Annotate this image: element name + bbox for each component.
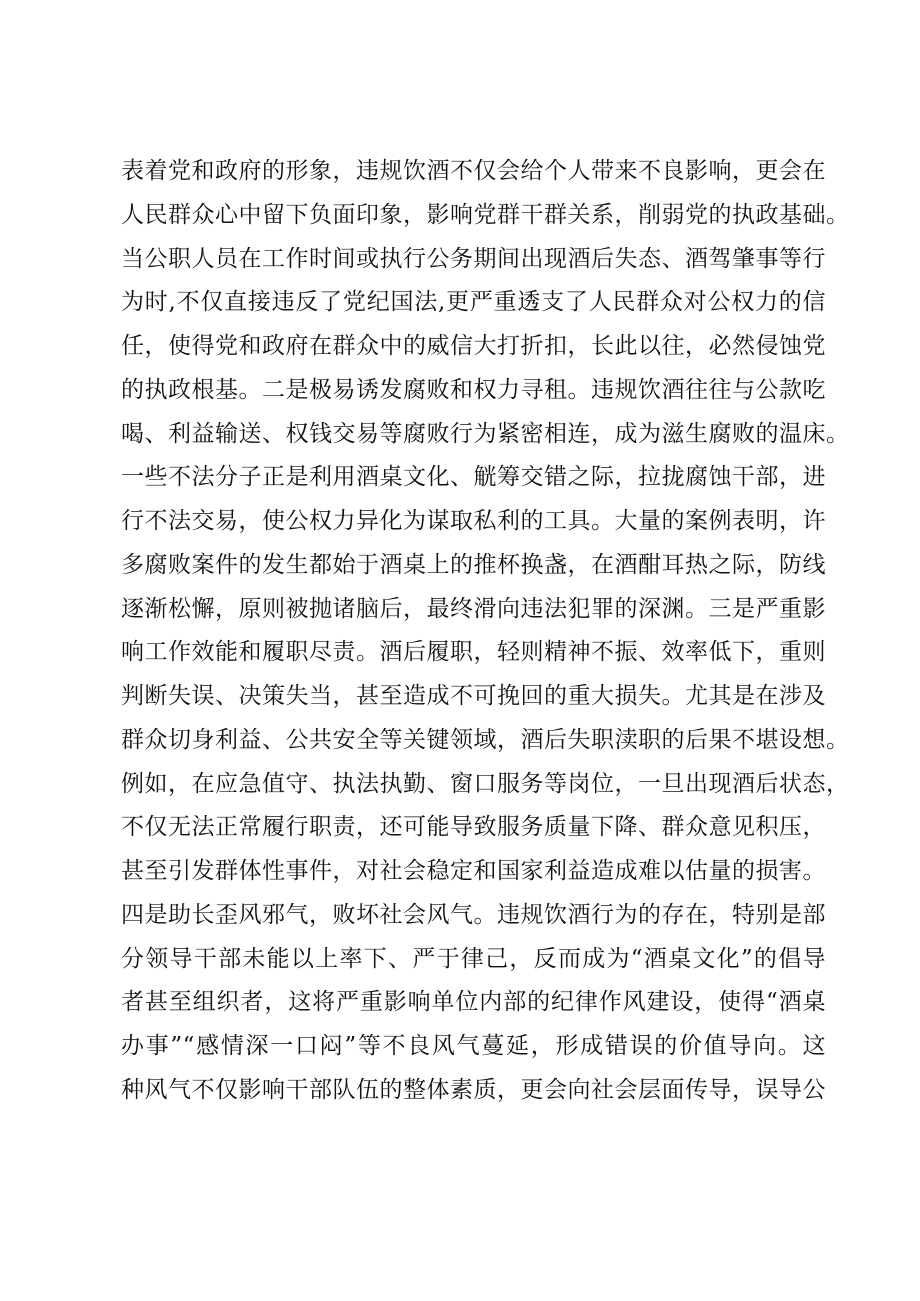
text-line: 的执政根基。二是极易诱发腐败和权力寻租。违规饮酒往往与公款吃 xyxy=(121,376,826,403)
body-text xyxy=(121,150,850,1113)
text-line: 例如，在应急值守、执法执勤、窗口服务等岗位，一旦出现酒后状态， xyxy=(121,770,850,797)
text-line: 办事”“感情深一口闷”等不良风气蔓延，形成错误的价值导向。这 xyxy=(121,1033,826,1059)
text-line: 喝、利益输送、权钱交易等腐败行为紧密相连，成为滋生腐败的温床。 xyxy=(121,420,850,447)
text-line: 为时,不仅直接违反了党纪国法,更严重透支了人民群众对公权力的信 xyxy=(121,289,826,316)
text-line: 判断失误、决策失当，甚至造成不可挽回的重大损失。尤其是在涉及 xyxy=(121,683,826,709)
text-line: 者甚至组织者，这将严重影响单位内部的纪律作风建设，使得“酒桌 xyxy=(121,989,826,1016)
text-line: 群众切身利益、公共安全等关键领域，酒后失职渎职的后果不堪设想。 xyxy=(121,726,850,753)
text-line: 人民群众心中留下负面印象，影响党群干群关系，削弱党的执政基础。 xyxy=(121,201,850,228)
text-line: 分领导干部未能以上率下、严于律己，反而成为“酒桌文化”的倡导 xyxy=(121,945,826,972)
text-line: 响工作效能和履职尽责。酒后履职，轻则精神不振、效率低下，重则 xyxy=(121,639,826,666)
text-line: 逐渐松懈，原则被抛诸脑后，最终滑向违法犯罪的深渊。三是严重影 xyxy=(121,595,826,622)
text-line: 不仅无法正常履行职责，还可能导致服务质量下降、群众意见积压， xyxy=(121,814,826,841)
text-line: 甚至引发群体性事件，对社会稳定和国家利益造成难以估量的损害。 xyxy=(121,858,826,884)
text-line: 当公职人员在工作时间或执行公务期间出现酒后失态、酒驾肇事等行 xyxy=(121,245,826,272)
text-line: 行不法交易，使公权力异化为谋取私利的工具。大量的案例表明，许 xyxy=(121,508,826,534)
text-line: 多腐败案件的发生都始于酒桌上的推杯换盏，在酒酣耳热之际，防线 xyxy=(121,551,826,578)
text-line: 四是助长歪风邪气，败坏社会风气。违规饮酒行为的存在，特别是部 xyxy=(121,901,826,928)
text-line: 一些不法分子正是利用酒桌文化、觥筹交错之际，拉拢腐蚀干部，进 xyxy=(121,464,826,491)
text-line: 任，使得党和政府在群众中的威信大打折扣，长此以往，必然侵蚀党 xyxy=(121,333,826,359)
text-line: 表着党和政府的形象，违规饮酒不仅会给个人带来不良影响，更会在 xyxy=(121,158,826,184)
text-line: 种风气不仅影响干部队伍的整体素质，更会向社会层面传导，误导公 xyxy=(121,1076,826,1103)
